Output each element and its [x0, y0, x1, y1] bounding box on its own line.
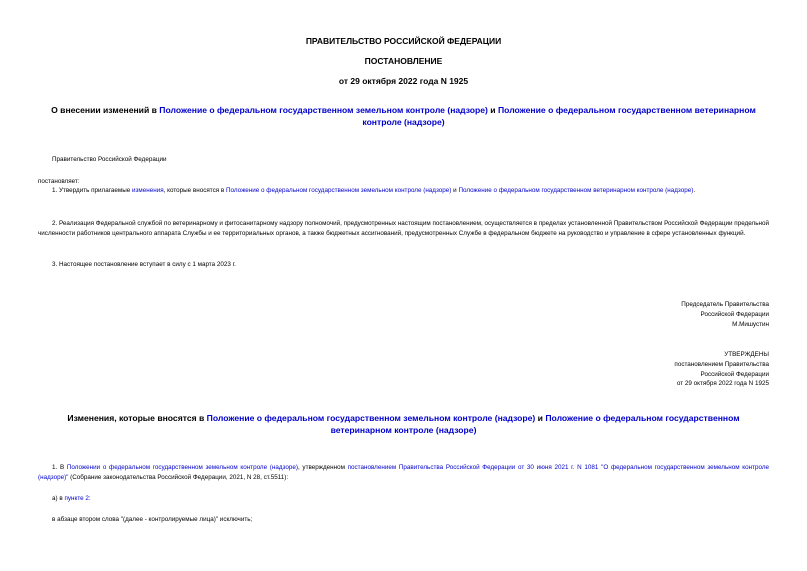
section-mid: и — [535, 413, 546, 423]
item-paragraph-second: в абзаце втором слова "(далее - контролируемые лица)" исключить; — [52, 516, 253, 523]
section-link-vet-control[interactable]: Положение о федеральном государственном ветеринарном контроле (надзоре) — [330, 413, 740, 435]
signature-line-3: М.Мишустин — [732, 320, 769, 328]
paragraph-3: 3. Настоящее постановление вступает в силу с 1 марта 2023 г. — [52, 261, 236, 268]
item1-link-land-control[interactable]: Положении о федеральном государственном земельном контроле (надзоре) — [66, 464, 298, 471]
approval-line-4: от 29 октября 2022 года N 1925 — [676, 380, 769, 388]
title-mid: и — [487, 105, 498, 115]
title-link-land-control[interactable]: Положение о федеральном государственном земельном контроле (надзоре) — [159, 105, 488, 115]
item-a — [38, 494, 769, 504]
approval-line-2: постановлением Правительства — [674, 360, 769, 368]
paragraph-1 — [38, 186, 769, 196]
item1-text-a: 1. В — [52, 464, 67, 471]
approval-line-3: Российской Федерации — [700, 370, 769, 378]
document-date-number: от 29 октября 2022 года N 1925 — [338, 76, 469, 86]
item-a-prefix: а) в — [52, 495, 65, 502]
government-label: Правительство Российской Федерации — [52, 156, 167, 163]
item1-text-b: , утвержденном — [297, 464, 348, 471]
approval-block — [674, 350, 769, 389]
p1-link-land-control[interactable]: Положение о федеральном государственном земельном контроле (надзоре) — [226, 187, 452, 194]
government-heading: ПРАВИТЕЛЬСТВО РОССИЙСКОЙ ФЕДЕРАЦИИ — [305, 36, 502, 46]
section-title — [36, 412, 771, 436]
p1-link-vet-control[interactable]: Положение о федеральном государственном ветеринарном контроле (надзоре) — [458, 187, 694, 194]
document-type: ПОСТАНОВЛЕНИЕ — [364, 56, 443, 66]
p1-link-changes[interactable]: изменения — [132, 187, 164, 194]
section-prefix: Изменения, которые вносятся в — [67, 413, 207, 423]
signature-line-2: Российской Федерации — [700, 310, 769, 318]
title-link-vet-control[interactable]: Положение о федеральном государственном ветеринарном контроле (надзоре) — [362, 105, 756, 127]
item1-text-c: (Собрание законодательства Российской Федерации, 2021, N 28, ст.5511): — [68, 473, 289, 481]
section-link-land-control[interactable]: Положение о федеральном государственном земельном контроле (надзоре) — [206, 413, 536, 423]
decides-label: постановляет: — [38, 178, 80, 185]
item-a-link-point-2[interactable]: пункте 2 — [64, 495, 89, 502]
approval-line-1: УТВЕРЖДЕНЫ — [724, 351, 769, 358]
signature-block — [681, 300, 769, 329]
p1-text-c: и — [451, 187, 459, 194]
p1-text-b: , которые вносятся в — [163, 187, 227, 194]
item-1 — [38, 463, 769, 482]
paragraph-2: 2. Реализация Федеральной службой по ветеринарному и фитосанитарному надзору полномочий, предусмотренных настоящим постановлением, осуществляется в пределах установленной Правительством Российской Федерации предельной численности работников центрального аппарата Службы и ее территориальных органов, а также бюджетных ассигнований, предусмотренных Службе в федеральном бюджете на руководство и управление в сфере установленных функций. — [38, 220, 769, 237]
item1-link-resolution[interactable]: постановлением Правительства Российской Федерации от 30 июня 2021 г. N 1081 "О федеральном государственном земельном контроле (надзоре)" — [38, 464, 769, 481]
p1-text-a: 1. Утвердить прилагаемые — [52, 187, 132, 194]
signature-line-1: Председатель Правительства — [681, 301, 769, 308]
p1-text-d: . — [693, 187, 696, 194]
title-prefix: О внесении изменений в — [51, 105, 160, 115]
item-a-suffix: : — [88, 495, 91, 502]
document-title — [36, 104, 771, 128]
